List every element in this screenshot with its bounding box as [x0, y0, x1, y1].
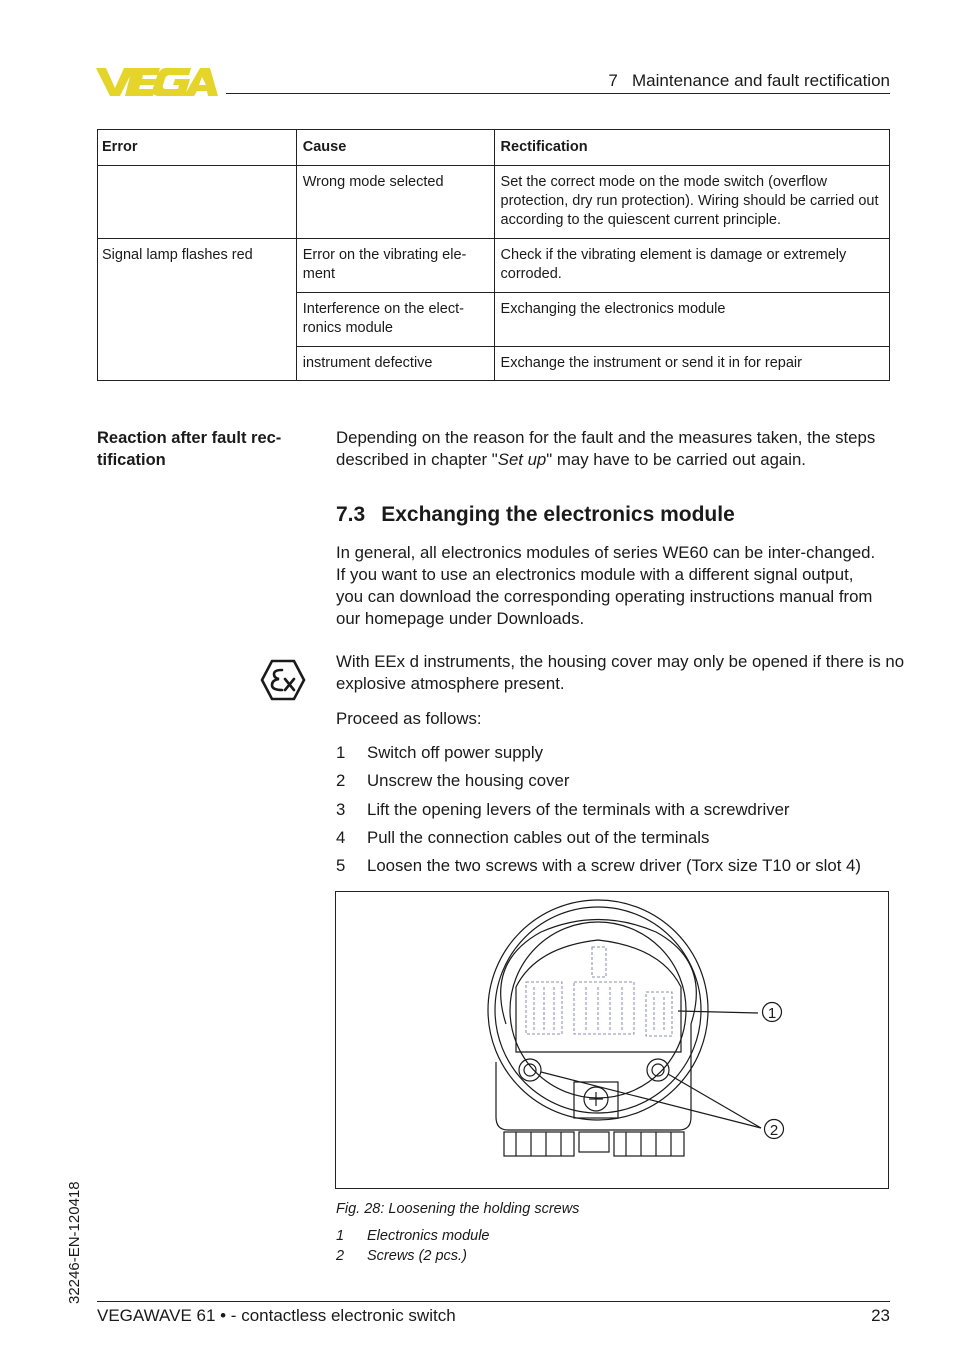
fault-table: [97, 129, 890, 381]
section-intro: In general, all electronics modules of series WE60 can be inter-changed. If you want to use an electronics module with a different signal output, you can download the corresponding operating instructions manual from our homepage under Downloads.: [336, 543, 876, 628]
legend-item: [336, 1247, 490, 1267]
table-header-row: [98, 130, 890, 166]
table-cell-rectification: Exchange the instrument or send it in for repair: [494, 347, 889, 381]
ex-symbol-icon: [260, 659, 306, 701]
table-cell-error: [98, 166, 297, 239]
step-text: Pull the connection cables out of the terminals: [367, 827, 710, 847]
legend-text: Electronics module: [367, 1228, 490, 1244]
table-cell-error: Signal lamp flashes red: [98, 239, 297, 381]
reaction-text: [336, 427, 896, 471]
reaction-text-after: " may have to be carried out again.: [546, 450, 806, 469]
table-cell-cause: instrument defective: [296, 347, 494, 381]
page-number: 23: [871, 1306, 890, 1325]
callout-2: [765, 1120, 784, 1140]
steps-list: [336, 742, 861, 883]
table-row: [98, 239, 890, 293]
table-cell-cause: Interference on the elect-ronics module: [296, 293, 494, 347]
section-heading: [336, 503, 735, 527]
table-row: [98, 166, 890, 239]
figure-caption: Fig. 28: Loosening the holding screws: [336, 1201, 580, 1217]
column-header-rectification: Rectification: [494, 130, 889, 166]
section-number: 7.3: [336, 503, 366, 526]
list-item: [336, 742, 861, 770]
figure-legend: [336, 1227, 490, 1266]
step-text: Loosen the two screws with a screw driver (Torx size T10 or slot 4): [367, 856, 861, 876]
column-header-cause: Cause: [296, 130, 494, 166]
housing-drawing: [336, 892, 888, 1188]
table-cell-rectification: Exchanging the electronics module: [494, 293, 889, 347]
table-cell-cause: Error on the vibrating ele-ment: [296, 239, 494, 293]
callout-2-label: 2: [769, 1122, 779, 1139]
document-number: 32246-EN-120418: [66, 1181, 83, 1304]
header-rule: [226, 93, 890, 94]
callout-1-label: 1: [767, 1005, 777, 1022]
reaction-text-emphasis: Set up: [497, 450, 547, 469]
ex-warning-text: With EEx d instruments, the housing cover may only be opened if there is no explosive atmosphere present.: [336, 652, 905, 693]
step-number: 5: [336, 856, 346, 876]
list-item: [336, 799, 861, 827]
legend-number: 2: [336, 1247, 345, 1264]
column-header-error: Error: [98, 130, 297, 166]
list-item: [336, 855, 861, 883]
table-cell-rectification: Check if the vibrating element is damage or extremely corroded.: [494, 239, 889, 293]
step-text: Lift the opening levers of the terminals with a screwdriver: [367, 799, 790, 819]
side-label-reaction: Reaction after fault rec-tification: [97, 429, 282, 469]
step-text: Switch off power supply: [367, 743, 543, 762]
vega-logo: [96, 66, 220, 98]
step-number: 2: [336, 771, 346, 791]
list-item: [336, 770, 861, 798]
step-number: 1: [336, 743, 346, 762]
chapter-title: 7 Maintenance and fault rectification: [608, 71, 890, 90]
list-item: [336, 827, 861, 855]
reaction-text-before: Depending on the reason for the fault and the measures taken, the steps described in chapter ": [336, 428, 876, 469]
table-cell-cause: Wrong mode selected: [296, 166, 494, 239]
table-cell-rectification: Set the correct mode on the mode switch (overflow protection, dry run protection). Wiring should be carried out according to the quiescent current principle.: [494, 166, 889, 239]
footer-product: VEGAWAVE 61 • - contactless electronic switch: [97, 1306, 456, 1325]
callout-1: [763, 1003, 782, 1023]
step-text: Unscrew the housing cover: [367, 771, 570, 791]
legend-item: [336, 1227, 490, 1247]
proceed-text: Proceed as follows:: [336, 709, 482, 728]
legend-text: Screws (2 pcs.): [367, 1247, 467, 1264]
figure-box: [335, 891, 889, 1189]
footer-rule: [97, 1301, 890, 1302]
step-number: 4: [336, 827, 346, 847]
step-number: 3: [336, 799, 346, 819]
section-title: Exchanging the electronics module: [381, 503, 735, 526]
legend-number: 1: [336, 1228, 345, 1244]
